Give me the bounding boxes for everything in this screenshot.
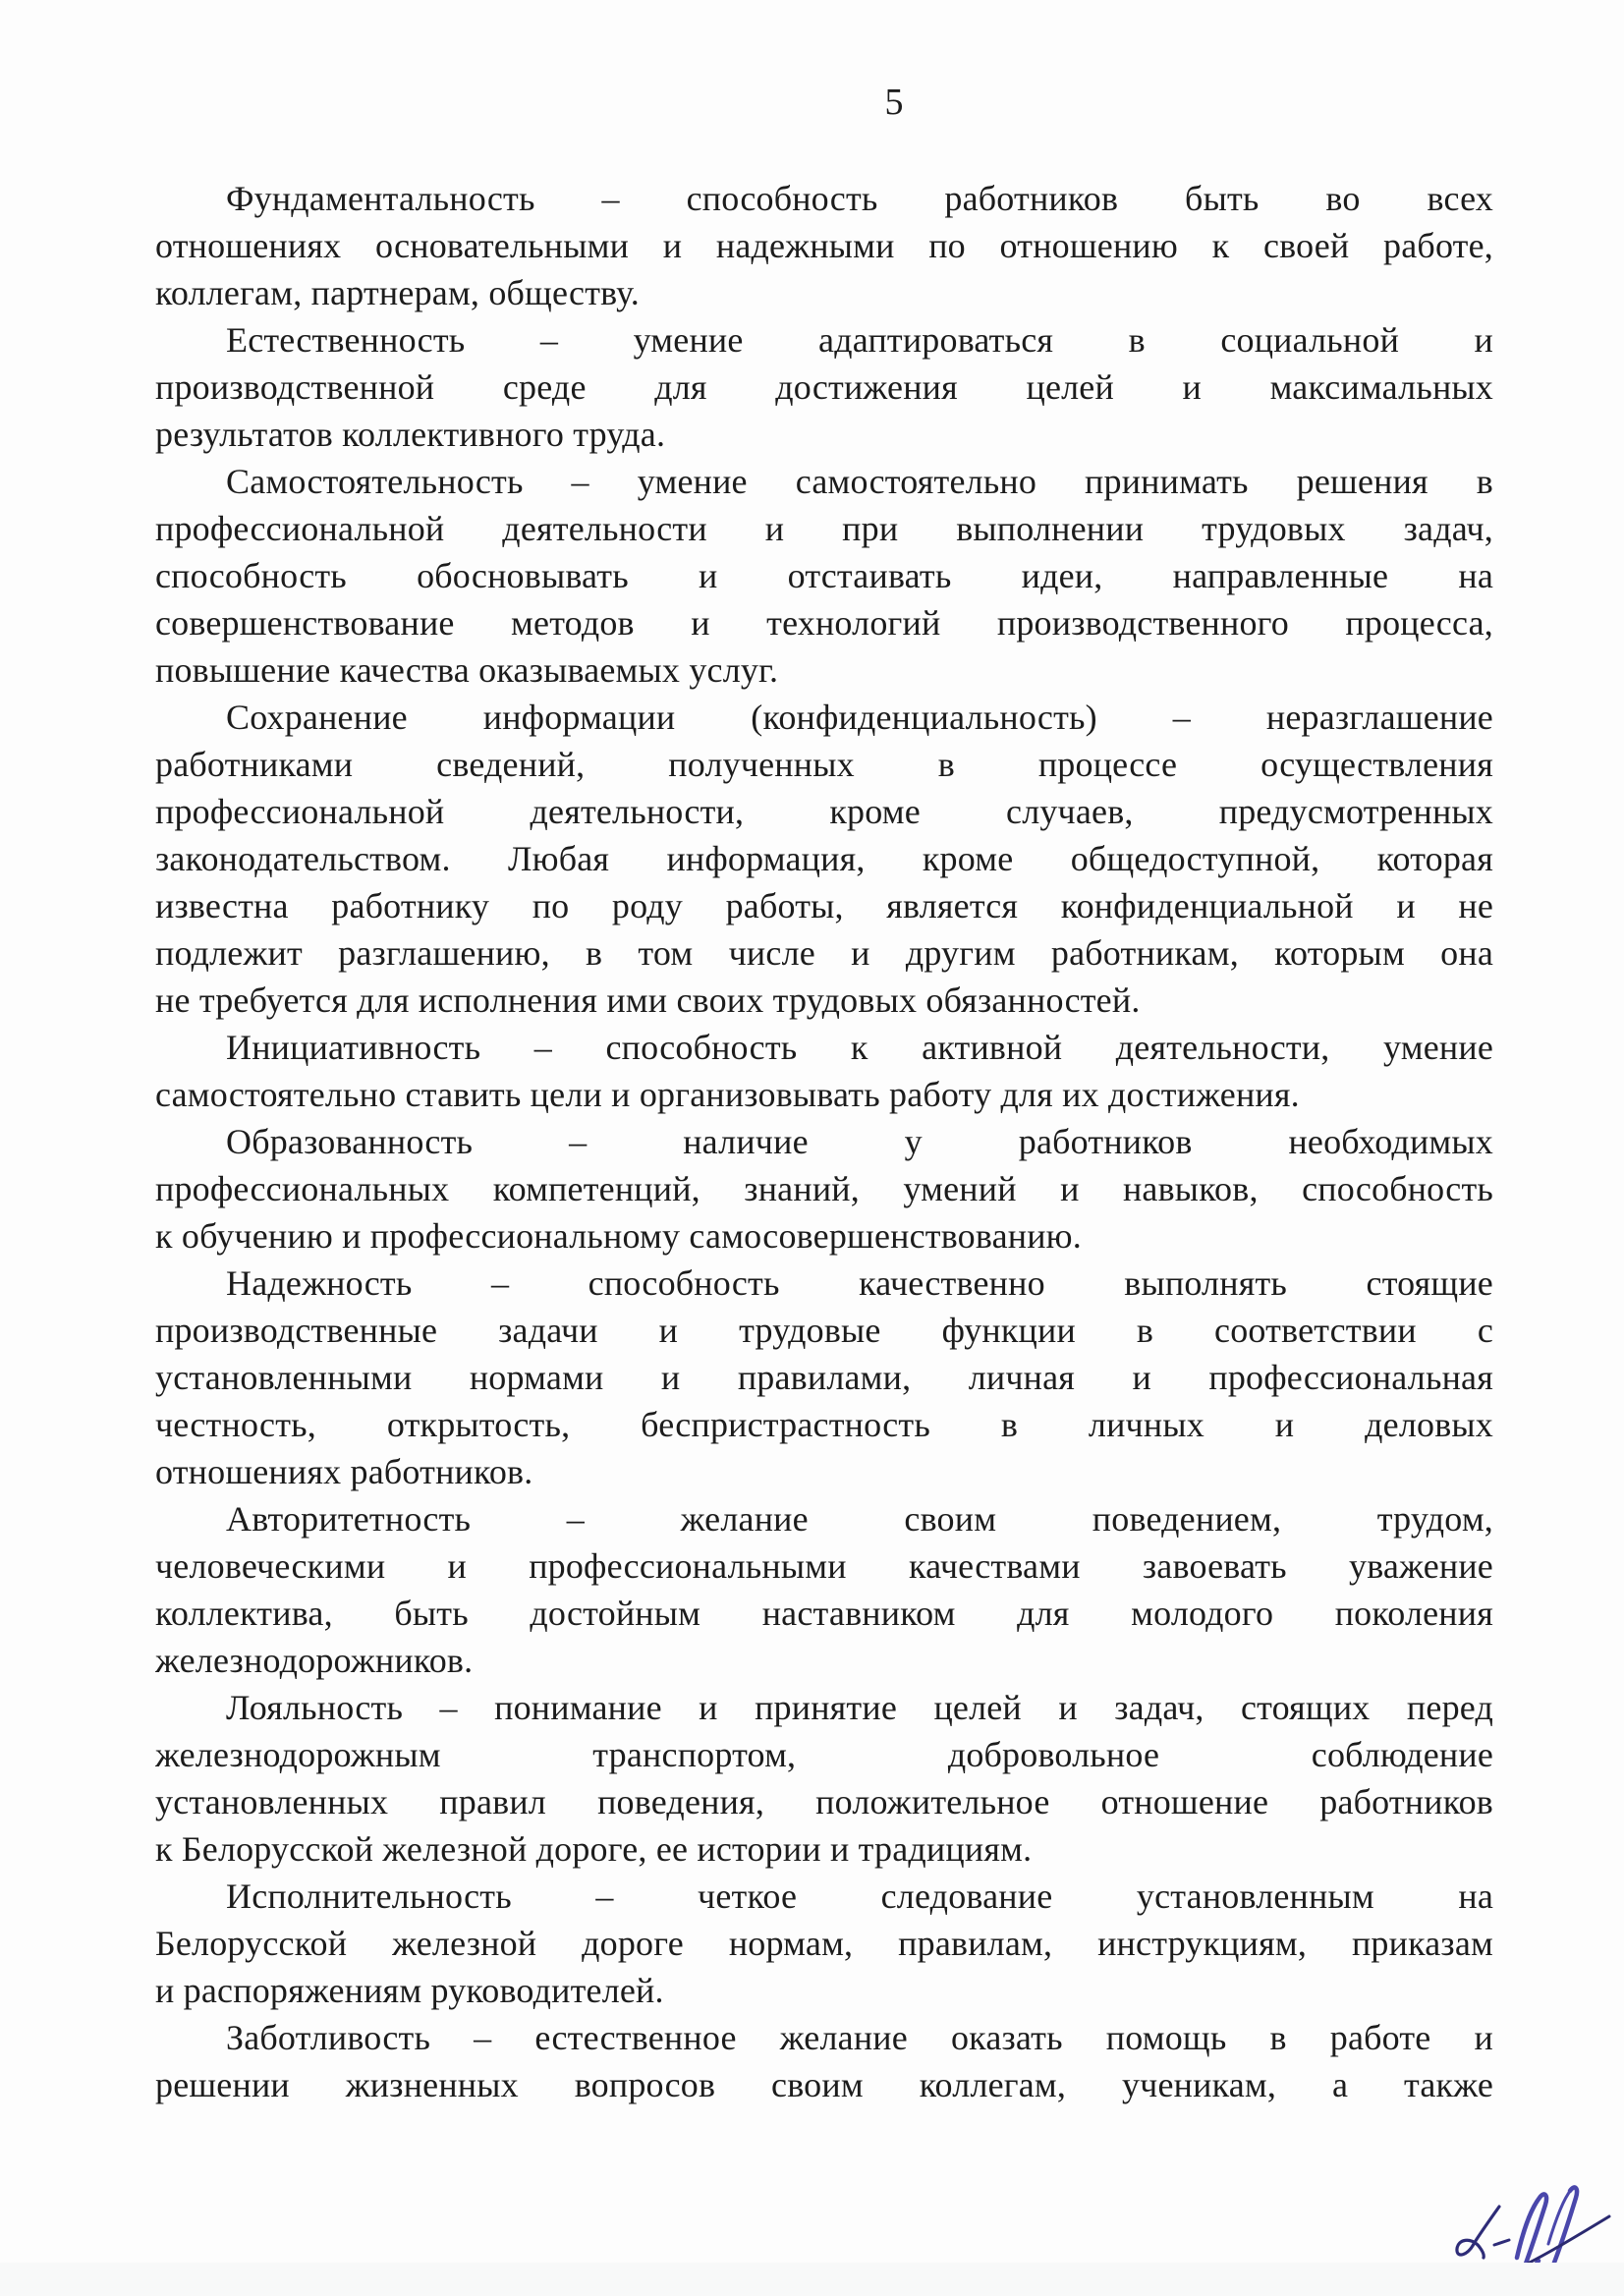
page-number: 5 [884, 82, 904, 123]
paragraph [155, 2014, 1493, 2108]
paragraph [155, 1873, 1493, 2014]
text-line: подлежит разглашению, в том числе и другим работникам, которым она [155, 933, 1493, 973]
text-line: коллектива, быть достойным наставником для молодого поколения [155, 1594, 1493, 1633]
text-line: производственные задачи и трудовые функции в соответствии с [155, 1311, 1493, 1350]
text-line: к Белорусской железной дороге, ее истории и традициям. [155, 1829, 1033, 1869]
text-line: Инициативность – способность к активной деятельности, умение [226, 1028, 1493, 1067]
text-line: способность обосновывать и отстаивать идеи, направленные на [155, 556, 1493, 595]
text-line: установленных правил поведения, положительное отношение работников [155, 1782, 1493, 1821]
text-line: Надежность – способность качественно выполнять стоящие [226, 1263, 1493, 1303]
paragraph [155, 1684, 1493, 1873]
text-line: повышение качества оказываемых услуг. [155, 650, 779, 690]
text-line: Белорусской железной дороге нормам, правилам, инструкциям, приказам [155, 1924, 1493, 1963]
text-line: результатов коллективного труда. [155, 415, 666, 454]
text-line: отношениях основательными и надежными по отношению к своей работе, [155, 226, 1493, 265]
text-line: Сохранение информации (конфиденциальность) – неразглашение [226, 698, 1493, 737]
paragraph [155, 175, 1493, 316]
text-line: человеческими и профессиональными качествами завоевать уважение [155, 1546, 1493, 1586]
paragraph [155, 1118, 1493, 1260]
paragraph [155, 1024, 1493, 1118]
text-line: Самостоятельность – умение самостоятельно принимать решения в [226, 462, 1493, 501]
text-line: коллегам, партнерам, обществу. [155, 273, 640, 312]
paragraph [155, 694, 1493, 1024]
paragraph [155, 1260, 1493, 1495]
text-line: профессиональных компетенций, знаний, умений и навыков, способность [155, 1169, 1493, 1208]
text-line: Фундаментальность – способность работников быть во всех [226, 179, 1493, 218]
text-line: совершенствование методов и технологий производственного процесса, [155, 603, 1493, 643]
text-line: Естественность – умение адаптироваться в социальной и [226, 320, 1493, 360]
scan-edge-shade [0, 2263, 1624, 2296]
text-line: известна работнику по роду работы, является конфиденциальной и не [155, 886, 1493, 925]
text-line: установленными нормами и правилами, личная и профессиональная [155, 1358, 1493, 1397]
text-line: железнодорожников. [155, 1641, 474, 1680]
text-line: производственной среде для достижения целей и максимальных [155, 367, 1493, 407]
text-line: профессиональной деятельности, кроме случаев, предусмотренных [155, 792, 1493, 831]
text-line: Образованность – наличие у работников необходимых [226, 1122, 1493, 1161]
text-line: и распоряжениям руководителей. [155, 1971, 664, 2010]
text-line: Лояльность – понимание и принятие целей и задач, стоящих перед [226, 1688, 1493, 1727]
paragraph [155, 1495, 1493, 1684]
paragraph [155, 316, 1493, 458]
text-line: не требуется для исполнения ими своих трудовых обязанностей. [155, 980, 1141, 1020]
text-line: Заботливость – естественное желание оказать помощь в работе и [226, 2018, 1493, 2057]
text-line: самостоятельно ставить цели и организовывать работу для их достижения. [155, 1075, 1300, 1114]
text-line: работниками сведений, полученных в процессе осуществления [155, 745, 1493, 784]
body-text [155, 175, 1493, 2108]
text-line: Авторитетность – желание своим поведением, трудом, [226, 1499, 1493, 1539]
text-line: к обучению и профессиональному самосовершенствованию. [155, 1216, 1082, 1256]
text-line: железнодорожным транспортом, добровольное соблюдение [155, 1735, 1493, 1774]
paragraph [155, 458, 1493, 694]
text-line: честность, открытость, беспристрастность в личных и деловых [155, 1405, 1493, 1444]
text-line: законодательством. Любая информация, кроме общедоступной, которая [155, 839, 1493, 878]
text-line: отношениях работников. [155, 1452, 533, 1491]
text-line: профессиональной деятельности и при выполнении трудовых задач, [155, 509, 1493, 548]
text-line: решении жизненных вопросов своим коллегам, ученикам, а также [155, 2065, 1493, 2104]
text-line: Исполнительность – четкое следование установленным на [226, 1876, 1493, 1916]
